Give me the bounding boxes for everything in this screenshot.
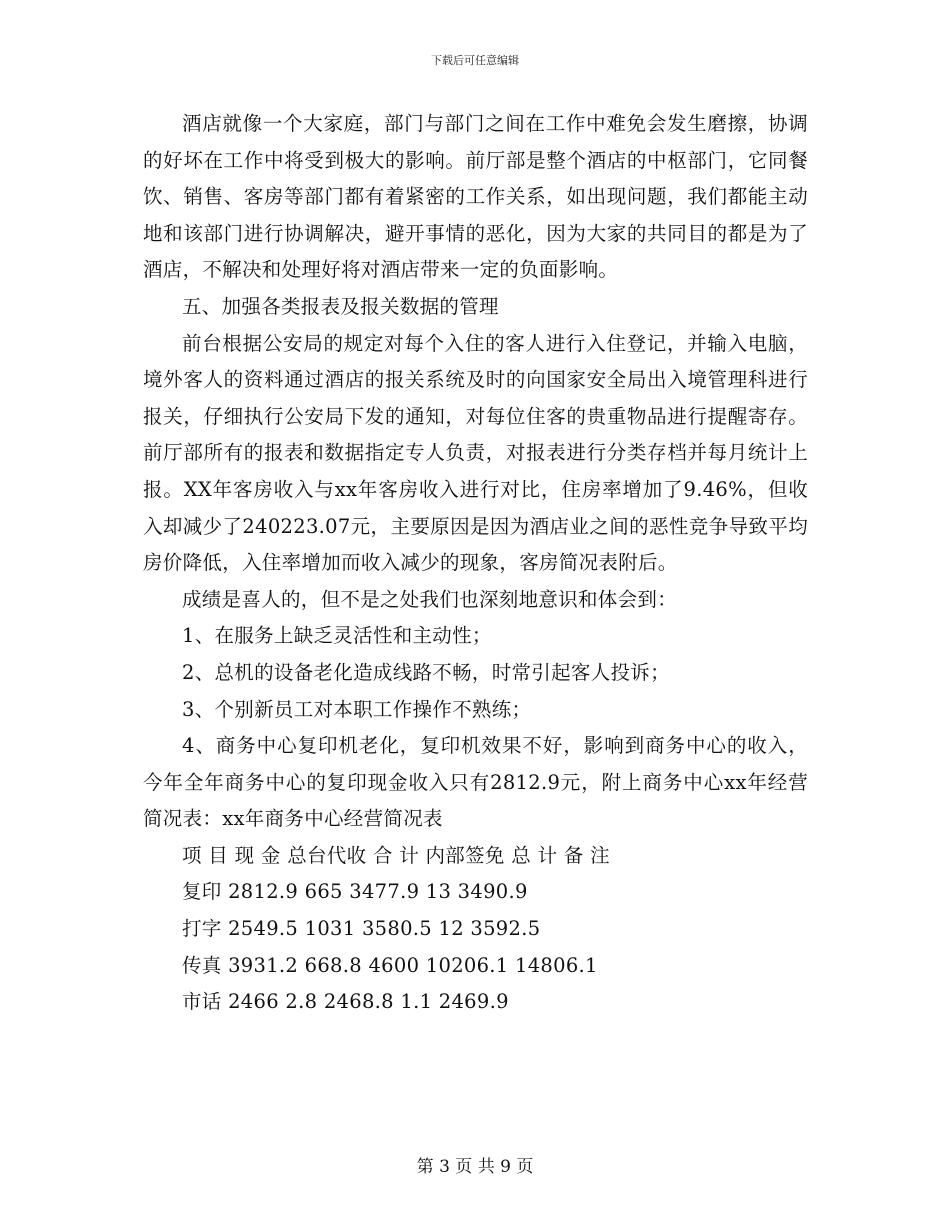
list-item-1: 1、在服务上缺乏灵活性和主动性； xyxy=(182,624,492,648)
paragraph-department-coordination: 酒店就像一个大家庭，部门与部门之间在工作中难免会发生磨擦，协调的好坏在工作中将受到极大的影响。前厅部是整个酒店的中枢部门，它同餐饮、销售、客房等部门都有着紧密的工作关系，如出现问题，我们都能主动地和该部门进行协调解决，避开事情的恶化，因为大家的共同目的都是为了酒店，不解决和处理好将对酒店带来一定的负面影响。 xyxy=(143,112,808,282)
paragraph-shortcomings-intro: 成绩是喜人的，但不是之处我们也深刻地意识和体会到： xyxy=(182,587,678,611)
page-number-footer: 第 3 页 共 9 页 xyxy=(416,1157,534,1177)
section-heading-reports: 五、加强各类报表及报关数据的管理 xyxy=(182,294,499,318)
table-row-typing: 打字 2549.5 1031 3580.5 12 3592.5 xyxy=(182,917,541,941)
list-item-2: 2、总机的设备老化造成线路不畅，时常引起客人投诉； xyxy=(182,660,670,684)
table-header-row: 项 目 现 金 总台代收 合 计 内部签免 总 计 备 注 xyxy=(182,843,610,867)
table-row-local-phone: 市话 2466 2.8 2468.8 1.1 2469.9 xyxy=(182,990,509,1014)
document-body xyxy=(143,106,808,1021)
table-row-copy: 复印 2812.9 665 3477.9 13 3490.9 xyxy=(182,880,528,904)
paragraph-registration-reports: 前台根据公安局的规定对每个入住的客人进行入住登记，并输入电脑，境外客人的资料通过酒店的报关系统及时的向国家安全局出入境管理科进行报关，仔细执行公安局下发的通知，对每位住客的贵重物品进行提醒寄存。前厅部所有的报表和数据指定专人负责，对报表进行分类存档并每月统计上报。XX年客房收入与xx年客房收入进行对比，住房率增加了9.46%，但收入却减少了240223.07元，主要原因是因为酒店业之间的恶性竞争导致平均房价降低，入住率增加而收入减少的现象，客房简况表附后。 xyxy=(143,331,808,575)
list-item-3: 3、个别新员工对本职工作操作不熟练； xyxy=(182,697,532,721)
page-header: 下载后可任意编辑 xyxy=(431,54,519,67)
list-item-4: 4、商务中心复印机老化，复印机效果不好，影响到商务中心的收入，今年全年商务中心的复印现金收入只有2812.9元，附上商务中心xx年经营简况表：xx年商务中心经营简况表 xyxy=(143,734,808,831)
table-row-fax: 传真 3931.2 668.8 4600 10206.1 14806.1 xyxy=(182,953,598,977)
